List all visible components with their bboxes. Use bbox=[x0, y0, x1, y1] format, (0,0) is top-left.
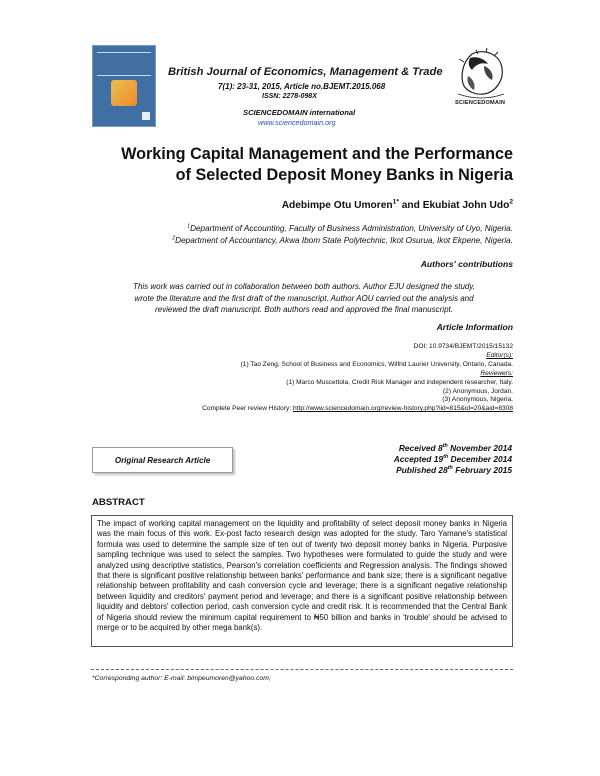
received-date bbox=[300, 443, 512, 453]
doi: DOI: 10.9734/BJEMT/2015/15132 bbox=[413, 343, 513, 350]
issn: ISSN: 2278-098X bbox=[262, 93, 317, 100]
title-line-1: Working Capital Management and the Performance bbox=[121, 145, 513, 163]
contributions-heading: Authors' contributions bbox=[420, 259, 513, 269]
reviewer-2: (2) Anonymous, Jordan. bbox=[442, 388, 513, 395]
accepted-sup: th bbox=[443, 454, 449, 461]
author-1: Adebimpe Otu Umoren bbox=[281, 200, 393, 211]
affiliation-1-marker: 1 bbox=[187, 223, 191, 230]
publisher-website-link[interactable]: www.sciencedomain.org bbox=[258, 118, 336, 127]
paper-title bbox=[95, 144, 513, 186]
corresponding-author-footnote: *Corresponding author: E-mail: bimpeumoren@yahoo.com; bbox=[92, 675, 271, 682]
publisher-seal-icon bbox=[454, 48, 508, 100]
author-2: Ekubiat John Udo bbox=[422, 200, 510, 211]
affiliation-1 bbox=[95, 224, 513, 233]
editor-1: (1) Tao Zeng, School of Business and Economics, Wilfrid Laurier University, Ontario, Canada. bbox=[240, 361, 513, 368]
published-rest: February 2015 bbox=[452, 465, 512, 475]
contributions-line-2: wrote the literature and the first draft of the manuscript. Author AOU carried out the analysis and bbox=[134, 293, 474, 303]
affiliation-2 bbox=[95, 236, 513, 245]
footnote-divider bbox=[91, 669, 513, 670]
editors-label: Editor(s): bbox=[486, 352, 513, 359]
contributions-line-1: This work was carried out in collaboration between both authors. Author EJU designed the study, bbox=[133, 282, 475, 291]
published-date bbox=[300, 465, 512, 475]
cover-graphic bbox=[111, 80, 137, 106]
reviewer-3: (3) Anonymous, Nigeria. bbox=[442, 396, 513, 403]
cover-logo-mark bbox=[142, 112, 150, 120]
article-info-heading: Article Information bbox=[436, 322, 513, 332]
accepted-label: Accepted 19 bbox=[393, 454, 444, 464]
cover-title-band bbox=[97, 52, 151, 76]
abstract-text: The impact of working capital management on the liquidity and profitability of select deposit money banks in Nigeria was the main focus of this work. Ex-post facto research design was adopted for the study. Taro Yamane's statistical formula was used to determine the sample size of ten out of twenty two deposit money banks in Nigeria. Purposive sampling technique was used to select the samples. Two hypotheses were formulated to guide the study and were analyzed using descriptive statistics, Pearson's correlation coefficients and Regression analysis. The findings showed that there is significant positive relationship between banks' performance and bank size; there is a significant negative relationship between profitability and cash conversion cycle and leverage; there is a significant negative relationship between liquidity and creditors' payment period and leverage; and there is a significant positive relationship between liquidity and debtors' collection period, cash conversion cycle and credit risk. It is recommended that the Central Bank of Nigeria should review the minimum capital requirement to ₦50 billion and banks in 'trouble' should be advised to merge or to be acquired by other mega bank(s). bbox=[97, 519, 507, 633]
published-label: Published 28 bbox=[396, 465, 448, 475]
author-1-marker: 1* bbox=[392, 198, 399, 206]
seal-caption: SCIENCEDOMAIN bbox=[455, 100, 506, 106]
reviewer-1: (1) Marco Muscettola, Credit Risk Manager and independent researcher, Italy. bbox=[286, 379, 513, 386]
peer-review-label: Complete Peer review History: bbox=[202, 405, 292, 412]
abstract-box bbox=[91, 515, 513, 647]
publisher-name: SCIENCEDOMAIN international bbox=[243, 108, 356, 117]
received-label: Received 8 bbox=[398, 443, 443, 453]
citation-line: 7(1): 23-31, 2015, Article no.BJEMT.2015.068 bbox=[218, 82, 386, 91]
title-line-2: of Selected Deposit Money Banks in Nigeria bbox=[175, 166, 513, 184]
published-sup: th bbox=[447, 465, 453, 472]
article-type-box bbox=[92, 447, 233, 473]
affiliation-2-text: Department of Accountancy, Akwa Ibom State Polytechnic, Ikot Osurua, Ikot Ekpene, Nigeria. bbox=[175, 236, 513, 245]
article-type-label: Original Research Article bbox=[114, 455, 211, 465]
contributions-text bbox=[95, 281, 513, 316]
received-rest: November 2014 bbox=[447, 443, 512, 453]
peer-review-link[interactable]: http://www.sciencedomain.org/review-history.php?iid=815&id=20&aid=8308 bbox=[293, 405, 513, 412]
peer-review-history bbox=[95, 405, 513, 412]
author-join: and bbox=[401, 200, 420, 211]
accepted-rest: December 2014 bbox=[448, 454, 512, 464]
abstract-heading: ABSTRACT bbox=[92, 497, 145, 508]
affiliation-2-marker: 2 bbox=[172, 235, 176, 242]
journal-cover-image bbox=[92, 45, 156, 127]
affiliation-1-text: Department of Accounting, Faculty of Business Administration, University of Uyo, Nigeria. bbox=[190, 224, 513, 233]
received-sup: th bbox=[442, 443, 448, 450]
reviewers-label: Reviewers: bbox=[480, 370, 513, 377]
journal-name: British Journal of Economics, Management & Trade bbox=[168, 66, 443, 78]
accepted-date bbox=[300, 454, 512, 464]
author-2-marker: 2 bbox=[509, 198, 513, 206]
contributions-line-3: reviewed the draft manuscript. Both authors read and approved the final manuscript. bbox=[155, 305, 453, 315]
author-list bbox=[95, 200, 513, 211]
